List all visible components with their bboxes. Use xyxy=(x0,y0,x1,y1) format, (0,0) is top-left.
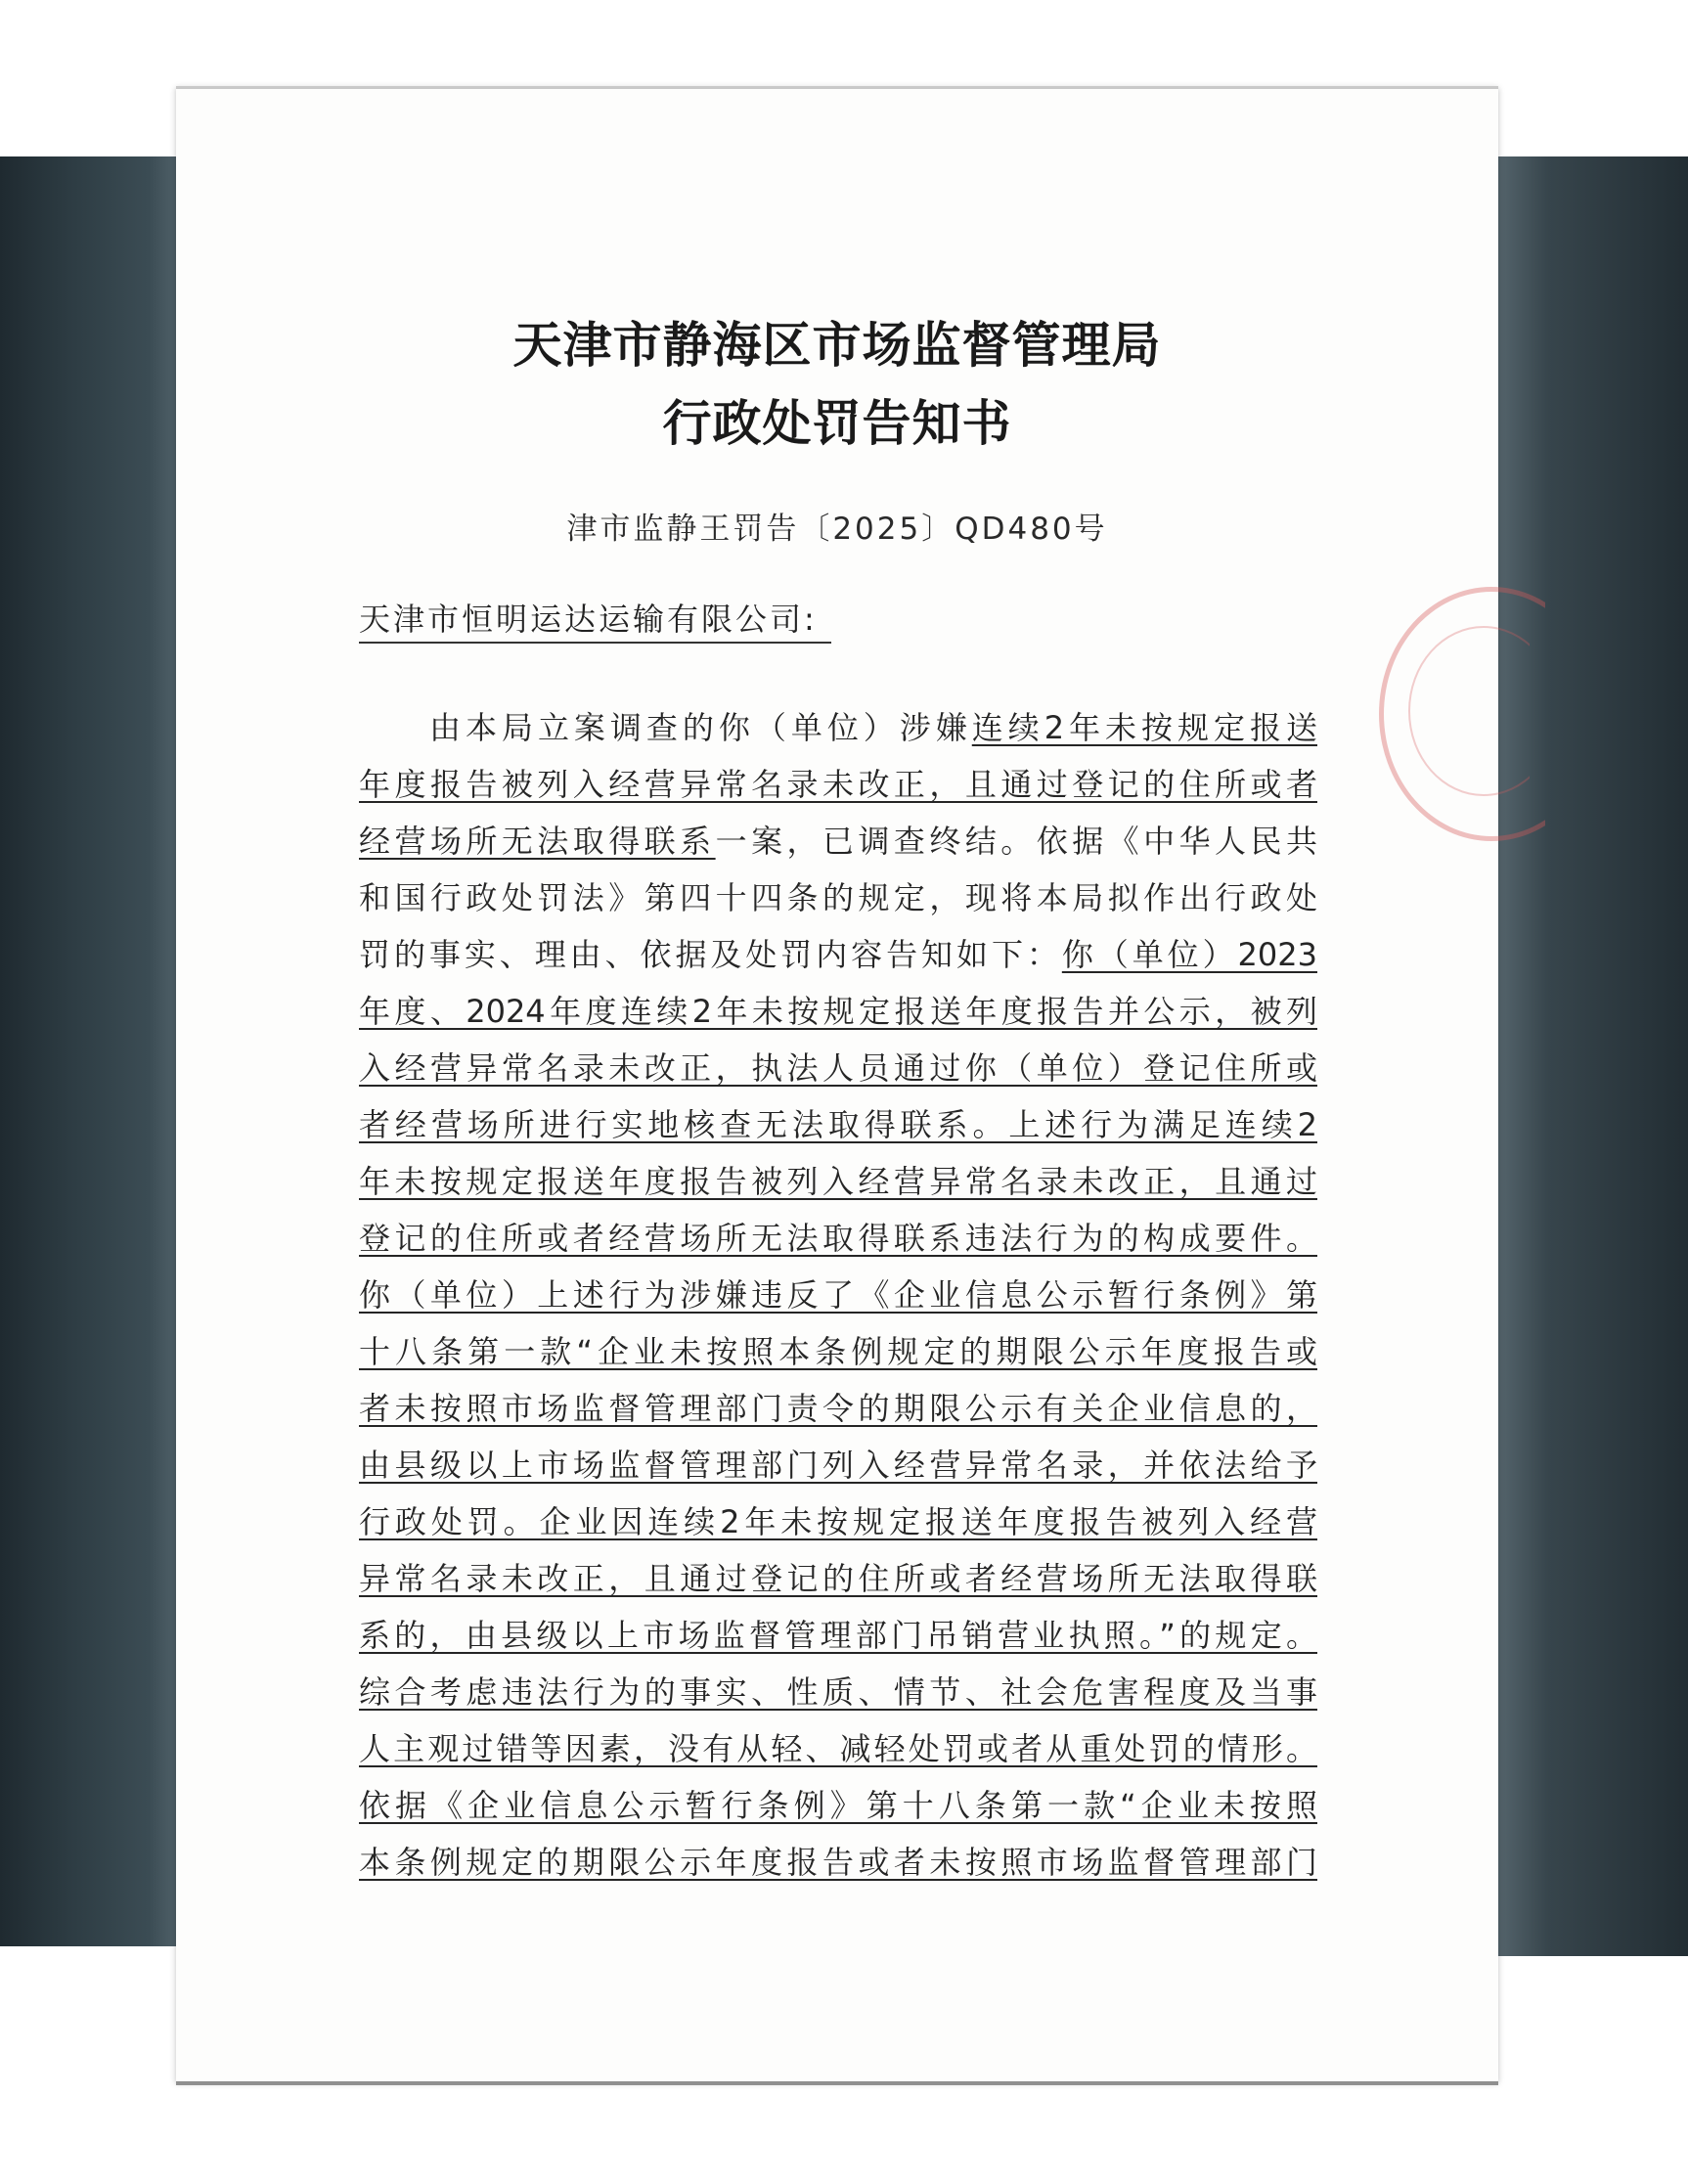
underlined-text: 你（单位）上述行为涉嫌违反了《企业信息公示暂行条例》第 xyxy=(359,1276,1317,1314)
underlined-text: 人主观过错等因素，没有从轻、减轻处罚或者从重处罚的情形。 xyxy=(359,1730,1317,1767)
underlined-text: 异常名录未改正，且通过登记的住所或者经营场所无法取得联 xyxy=(359,1560,1317,1597)
body-line xyxy=(359,1837,1317,1894)
body-line xyxy=(359,1326,1317,1383)
background-bottom xyxy=(0,2093,1688,2184)
body-line xyxy=(359,1667,1317,1723)
underlined-text: 系的，由县级以上市场监督管理部门吊销营业执照。”的规定。 xyxy=(359,1617,1317,1654)
underlined-text: 综合考虑违法行为的事实、性质、情节、社会危害程度及当事 xyxy=(359,1673,1317,1711)
body-line xyxy=(359,1723,1317,1780)
underlined-text: 连续2年未按规定报送 xyxy=(971,709,1317,746)
body-line xyxy=(359,1383,1317,1440)
body-line xyxy=(359,759,1317,816)
scanner-bed-right xyxy=(1488,117,1688,1956)
sheet-edge-top xyxy=(176,86,1498,89)
body-line xyxy=(359,1780,1317,1837)
underlined-text: 十八条第一款“企业未按照本条例规定的期限公示年度报告或 xyxy=(359,1333,1317,1370)
body-line xyxy=(359,702,1317,759)
underlined-text: 入经营异常名录未改正，执法人员通过你（单位）登记住所或 xyxy=(359,1049,1317,1087)
body-line xyxy=(359,872,1317,929)
underlined-text: 行政处罚。企业因连续2年未按规定报送年度报告被列入经营 xyxy=(359,1503,1317,1540)
document-title: 天津市静海区市场监督管理局 xyxy=(512,316,1162,374)
underlined-text: 年度、2024年度连续2年未按规定报送年度报告并公示，被列 xyxy=(359,993,1317,1030)
body-line xyxy=(359,1213,1317,1270)
body-line xyxy=(359,1043,1317,1099)
underlined-text: 本条例规定的期限公示年度报告或者未按照市场监督管理部门 xyxy=(359,1844,1317,1881)
underlined-text: 年未按规定报送年度报告被列入经营异常名录未改正，且通过 xyxy=(359,1163,1317,1200)
body-line xyxy=(359,1610,1317,1667)
plain-text: 和国行政处罚法》第四十四条的规定，现将本局拟作出行政处 xyxy=(359,879,1317,916)
body-line xyxy=(359,1496,1317,1553)
body-text xyxy=(359,702,1317,1894)
sheet-edge-bottom xyxy=(176,2081,1498,2085)
document-subtitle: 行政处罚告知书 xyxy=(662,394,1012,452)
plain-text: 罚的事实、理由、依据及处罚内容告知如下： xyxy=(359,936,1062,973)
underlined-text: 者未按照市场监督管理部门责令的期限公示有关企业信息的， xyxy=(359,1390,1317,1427)
document-number: 津市监静王罚告〔2025〕QD480号 xyxy=(566,512,1108,547)
body-line xyxy=(359,1156,1317,1213)
underlined-text: 你（单位）2023 xyxy=(1061,936,1317,973)
underlined-text: 年度报告被列入经营异常名录未改正，且通过登记的住所或者 xyxy=(359,766,1317,803)
plain-text: 由本局立案调查的你（单位）涉嫌 xyxy=(429,709,972,746)
body-line xyxy=(359,816,1317,872)
underlined-text: 依据《企业信息公示暂行条例》第十八条第一款“企业未按照 xyxy=(359,1787,1317,1824)
body-line xyxy=(359,986,1317,1043)
addressee: 天津市恒明运达运输有限公司: xyxy=(359,595,831,644)
underlined-text: 登记的住所或者经营场所无法取得联系违法行为的构成要件。 xyxy=(359,1220,1317,1257)
body-line xyxy=(359,1270,1317,1326)
underlined-text: 经营场所无法取得联系 xyxy=(359,823,716,860)
body-line xyxy=(359,929,1317,986)
scanner-bed-left xyxy=(0,156,186,1946)
underlined-text: 由县级以上市场监督管理部门列入经营异常名录，并依法给予 xyxy=(359,1447,1317,1484)
body-line xyxy=(359,1553,1317,1610)
plain-text: 一案，已调查终结。依据《中华人民共 xyxy=(715,823,1317,860)
body-line xyxy=(359,1440,1317,1496)
underlined-text: 者经营场所进行实地核查无法取得联系。上述行为满足连续2 xyxy=(359,1106,1317,1143)
body-line xyxy=(359,1099,1317,1156)
